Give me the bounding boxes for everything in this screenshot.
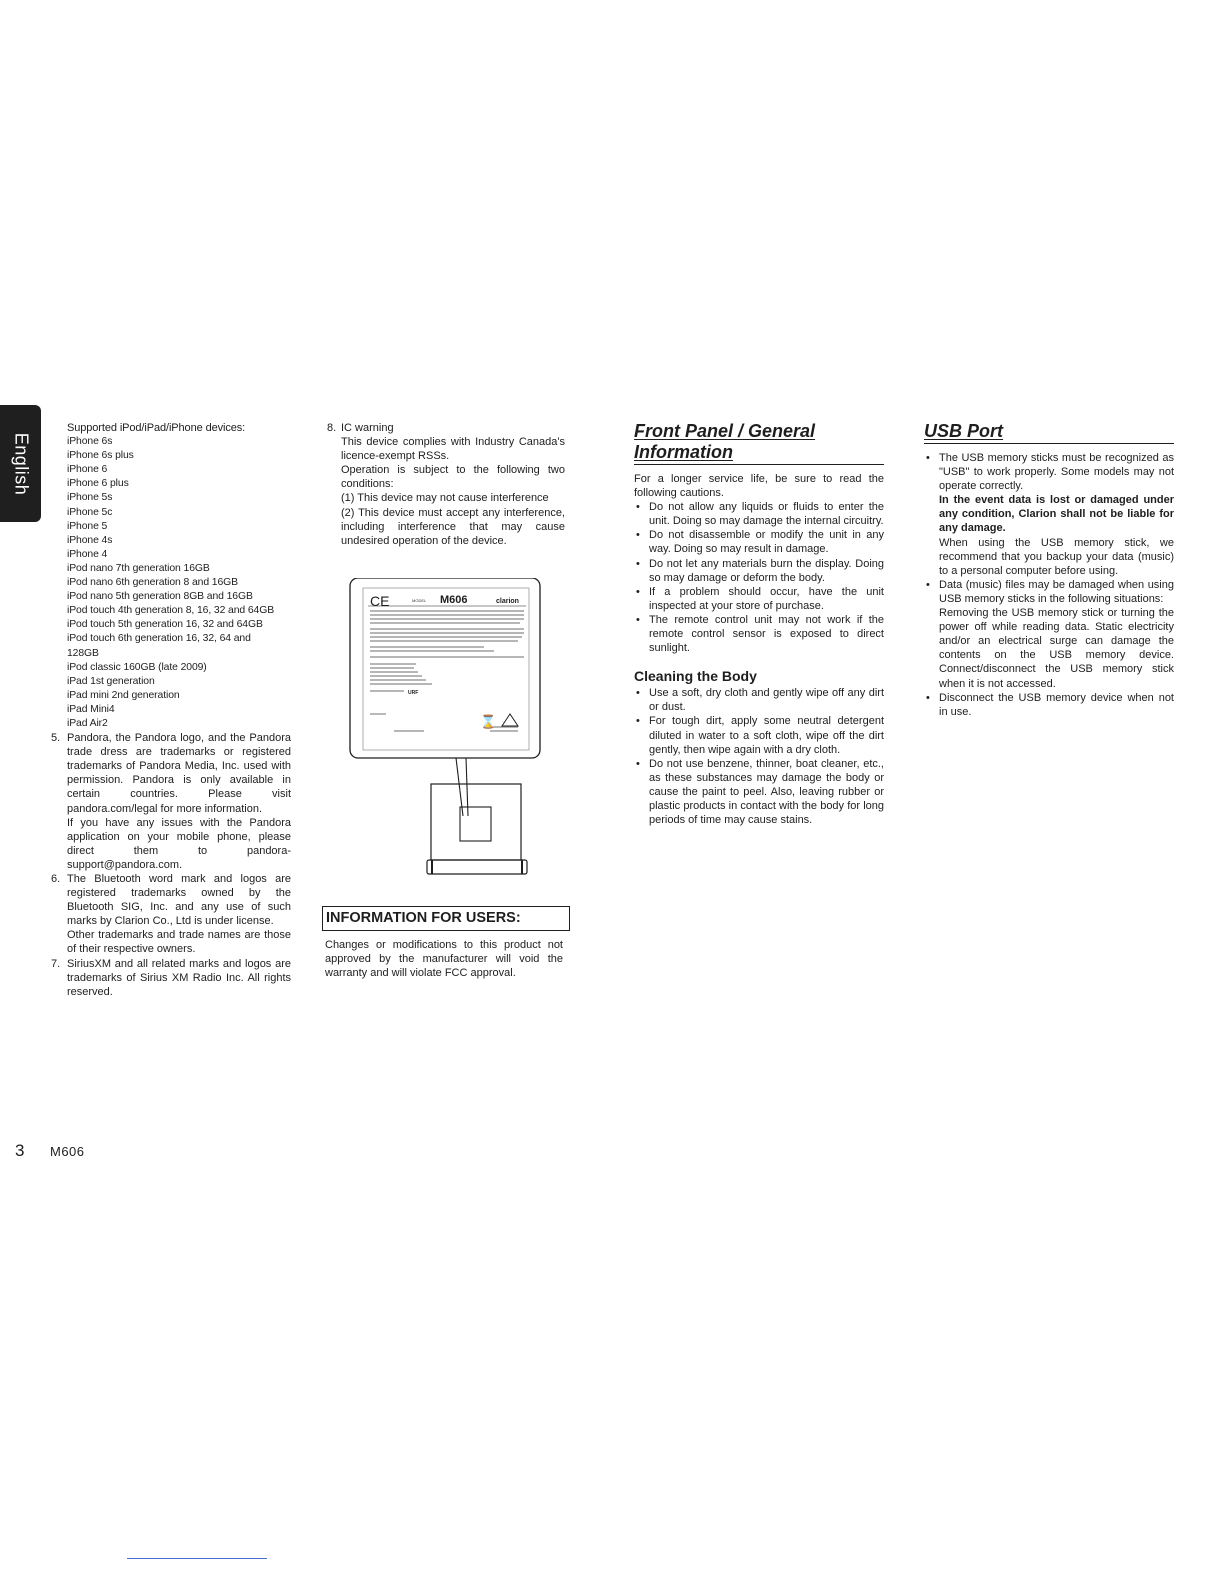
label-brand: clarion (496, 598, 519, 605)
note-paragraph: Other trademarks and trade names are those of their respective owners. (67, 929, 291, 956)
product-label-figure (344, 578, 544, 880)
note-paragraph: The Bluetooth word mark and logos are registered trademarks owned by the Bluetooth SIG, Inc. and any use of such marks by Clarion Co., Ltd is under license. (67, 873, 291, 928)
device-item: iPhone 5 (67, 520, 108, 532)
note-number: 7. (51, 957, 61, 970)
note-paragraph: This device complies with Industry Canada's licence-exempt RSSs. (341, 436, 565, 463)
device-item: iPhone 5c (67, 506, 113, 518)
device-item: iPhone 6 plus (67, 478, 129, 490)
note-paragraph: Operation is subject to the following two conditions: (341, 464, 565, 491)
device-item: iPod classic 160GB (late 2009) (67, 661, 207, 673)
device-item: iPad 1st generation (67, 675, 155, 687)
list-item: • Do not disassemble or modify the unit in any way. Doing so may result in damage. (634, 528, 884, 556)
label-model-word: MODEL (412, 598, 427, 603)
note-number: 5. (51, 732, 61, 745)
language-tab-label: English (11, 432, 31, 495)
device-item: iPad Mini4 (67, 703, 115, 715)
device-item: iPod touch 5th generation 16, 32 and 64GB (67, 619, 263, 631)
note-paragraph: Pandora, the Pandora logo, and the Pandora trade dress are trademarks or registered trademarks of Pandora Media, Inc. used with permission. Pandora is only available in certain countries. Please visit pandora.com/legal for more information. (67, 732, 291, 815)
list-item: • Do not let any materials burn the display. Doing so may damage or deform the body. (634, 557, 884, 585)
usb-port-notes (924, 451, 1174, 719)
column-1 (51, 421, 291, 999)
device-item: iPod nano 7th generation 16GB (67, 562, 210, 574)
information-for-users-heading: INFORMATION FOR USERS: (322, 906, 570, 931)
front-panel-cautions (634, 500, 884, 655)
language-tab (0, 405, 41, 522)
label-manufactured-code: URF (408, 690, 419, 696)
note-number: 8. (327, 422, 337, 434)
cleaning-list (634, 686, 884, 827)
list-item: • Do not use benzene, thinner, boat cleaner, etc., as these substances may damage the body or cause the paint to peel. Also, leaving rubber or plastic products in contact with the body for long periods of time may cause stains. (634, 757, 884, 827)
usb-note-text: Data (music) files may be damaged when using USB memory sticks in the following situations: (939, 578, 1174, 605)
usb-liability-warning: In the event data is lost or damaged under any condition, Clarion shall not be liable for any damage. (939, 494, 1174, 535)
svg-text:⌛: ⌛ (480, 715, 497, 730)
cleaning-section-title: Cleaning the Body (634, 668, 757, 685)
device-item: iPhone 5s (67, 492, 113, 504)
information-for-users-text: Changes or modifications to this product not approved by the manufacturer will void the warranty and will violate FCC approval. (325, 939, 563, 980)
footer-model: M606 (50, 1144, 85, 1159)
device-item: iPhone 6 (67, 464, 108, 476)
device-item: iPod touch 6th generation 16, 32, 64 and (67, 633, 251, 645)
device-item: iPhone 6s plus (67, 450, 134, 462)
front-panel-intro: For a longer service life, be sure to read the following cautions. (634, 473, 884, 500)
front-panel-title-text: Front Panel / General Information (634, 421, 816, 462)
usb-port-title-text: USB Port (924, 421, 1004, 441)
device-item: iPad mini 2nd generation (67, 689, 180, 701)
device-item: iPad Air2 (67, 717, 108, 729)
ic-warning-title: IC warning (341, 422, 394, 434)
front-panel-section-title (634, 421, 884, 465)
list-item: • The remote control unit may not work if the remote control sensor is exposed to direct sunlight. (634, 613, 884, 655)
column-4 (924, 421, 1174, 719)
device-item: 128GB (67, 647, 99, 659)
device-item: iPhone 6s (67, 436, 113, 448)
ce-mark: CE (370, 593, 390, 609)
label-model: M606 (440, 594, 468, 606)
device-item: iPhone 4 (67, 548, 108, 560)
list-item: • Use a soft, dry cloth and gently wipe off any dirt or dust. (634, 686, 884, 714)
usb-port-section-title (924, 421, 1174, 444)
list-item: • Disconnect the USB memory device when not in use. (924, 691, 1174, 719)
device-item: iPod touch 4th generation 8, 16, 32 and 64GB (67, 605, 275, 617)
bottom-divider (127, 1558, 267, 1559)
note-6-bluetooth (51, 872, 291, 957)
page-number: 3 (15, 1141, 25, 1160)
device-item: iPod nano 6th generation 8 and 16GB (67, 577, 238, 589)
usb-note-text: The USB memory sticks must be recognized as "USB" to work properly. Some models may not operate correctly. (939, 452, 1174, 493)
list-item: • For tough dirt, apply some neutral detergent diluted in water to a soft cloth, wipe off the dirt gently, then wipe again with a dry cloth. (634, 714, 884, 756)
column-3 (634, 421, 884, 827)
note-paragraph: (2) This device must accept any interference, including interference that may cause undesired operation of the device. (341, 506, 565, 547)
device-item: iPod nano 5th generation 8GB and 16GB (67, 591, 253, 603)
devices-heading: Supported iPod/iPad/iPhone devices: (67, 422, 246, 434)
note-5-pandora (51, 731, 291, 872)
usb-note-text: When using the USB memory stick, we recommend that you backup your data (music) to a personal computer before using. (939, 536, 1174, 577)
column-2 (327, 421, 565, 548)
note-paragraph: SiriusXM and all related marks and logos are trademarks of Sirius XM Radio Inc. All rights reserved. (67, 957, 291, 998)
note-7-siriusxm (51, 957, 291, 999)
list-item (924, 451, 1174, 578)
usb-note-text: Removing the USB memory stick or turning the power off while reading data. Static electricity and/or an electrical surge can damage the contents on the USB memory device. Connect/disconnect the USB memory stick when it is not accessed. (939, 607, 1174, 690)
supported-devices-list (67, 421, 291, 731)
device-item: iPhone 4s (67, 534, 113, 546)
list-item (924, 578, 1174, 691)
note-paragraph: If you have any issues with the Pandora application on your mobile phone, please direct them to pandora-support@pandora.com. (67, 816, 291, 871)
list-item: • Do not allow any liquids or fluids to enter the unit. Doing so may damage the internal circuitry. (634, 500, 884, 528)
note-paragraph: (1) This device may not cause interference (341, 492, 549, 505)
note-number: 6. (51, 873, 61, 885)
list-item: • If a problem should occur, have the unit inspected at your store of purchase. (634, 585, 884, 613)
note-8-ic-warning (327, 421, 565, 548)
